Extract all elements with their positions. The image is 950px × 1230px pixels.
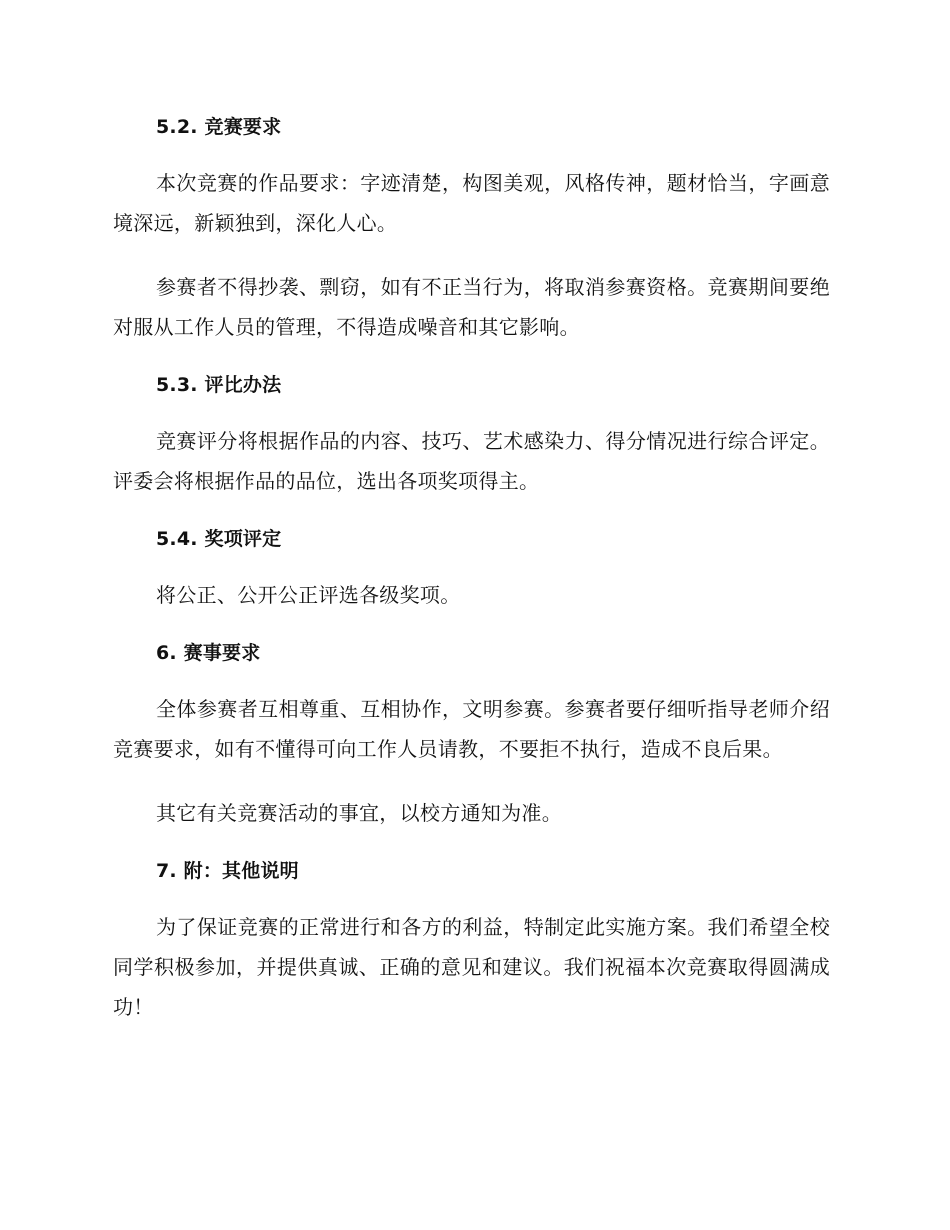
section-5-2 [113,113,830,347]
section-heading: 5.3. 评比办法 [156,374,282,396]
paragraph: 为了保证竞赛的正常进行和各方的利益，特制定此实施方案。我们希望全校同学积极参加，并提供真诚、正确的意见和建议。我们祝福本次竞赛取得圆满成功！ [113,915,830,1019]
paragraph: 其它有关竞赛活动的事宜，以校方通知为准。 [156,801,562,825]
section-5-4 [113,525,830,615]
paragraph: 竞赛评分将根据作品的内容、技巧、艺术感染力、得分情况进行综合评定。评委会将根据作品的品位，选出各项奖项得主。 [113,429,830,493]
section-7 [113,857,830,1027]
paragraph: 全体参赛者互相尊重、互相协作，文明参赛。参赛者要仔细听指导老师介绍竞赛要求，如有不懂得可向工作人员请教，不要拒不执行，造成不良后果。 [113,697,830,761]
section-heading: 5.2. 竞赛要求 [156,116,282,138]
section-6 [113,639,830,833]
paragraph: 本次竞赛的作品要求：字迹清楚，构图美观，风格传神，题材恰当，字画意境深远，新颖独到，深化人心。 [113,171,830,235]
paragraph: 将公正、公开公正评选各级奖项。 [156,583,461,607]
section-5-3 [113,371,830,501]
section-heading: 6. 赛事要求 [156,642,261,664]
section-heading: 7. 附：其他说明 [156,860,299,882]
paragraph: 参赛者不得抄袭、剽窃，如有不正当行为，将取消参赛资格。竞赛期间要绝对服从工作人员的管理，不得造成噪音和其它影响。 [113,275,830,339]
section-heading: 5.4. 奖项评定 [156,528,282,550]
